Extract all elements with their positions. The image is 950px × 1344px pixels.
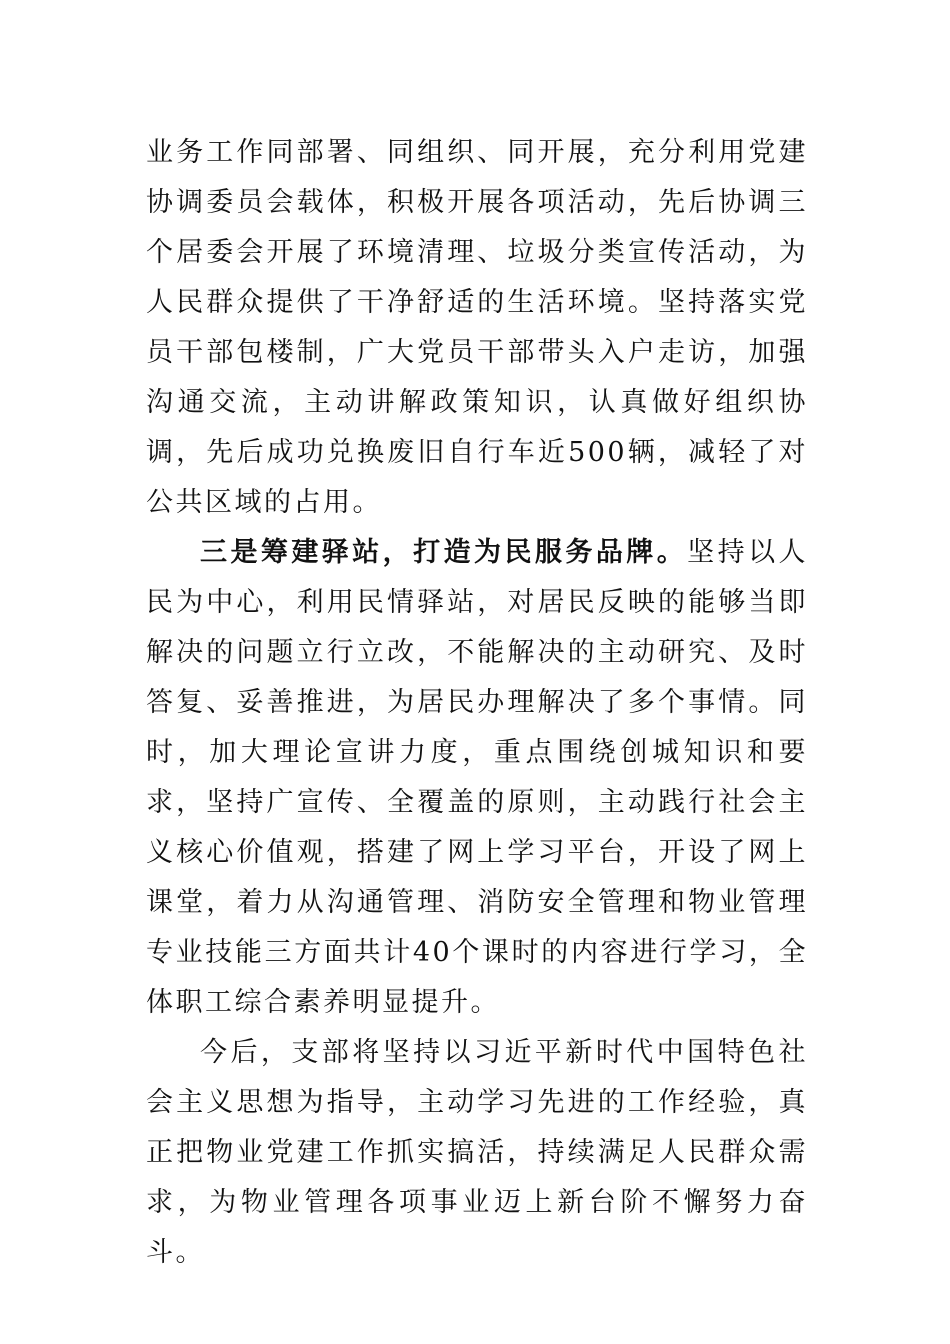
paragraph-text: 今后，支部将坚持以习近平新时代中国特色社会主义思想为指导，主动学习先进的工作经验，真正把物业党建工作抓实搞活，持续满足人民群众需求，为物业管理各项事业迈上新台阶不懈努力奋斗。 [146,1037,808,1268]
paragraph-text: 坚持以人民为中心，利用民情驿站，对居民反映的能够当即解决的问题立行立改，不能解决的主动研究、及时答复、妥善推进，为居民办理解决了多个事情。同时，加大理论宣讲力度，重点围绕创城知识和要求，坚持广宣传、全覆盖的原则，主动践行社会主义核心价值观，搭建了网上学习平台，开设了网上课堂，着力从沟通管理、消防安全管理和物业管理专业技能三方面共计40个课时的内容进行学习，全体职工综合素养明显提升。 [146,537,809,1018]
document-page [146,128,808,1278]
paragraph-conclusion [146,1028,808,1278]
paragraph-continued [146,128,808,528]
paragraph-text: 业务工作同部署、同组织、同开展，充分利用党建协调委员会载体，积极开展各项活动，先后协调三个居委会开展了环境清理、垃圾分类宣传活动，为人民群众提供了干净舒适的生活环境。坚持落实党员干部包楼制，广大党员干部带头入户走访，加强沟通交流，主动讲解政策知识，认真做好组织协调，先后成功兑换废旧自行车近500辆，减轻了对公共区域的占用。 [146,137,808,518]
paragraph-lead-heading: 三是筹建驿站，打造为民服务品牌。 [200,537,688,568]
paragraph-service-brand [146,528,808,1028]
